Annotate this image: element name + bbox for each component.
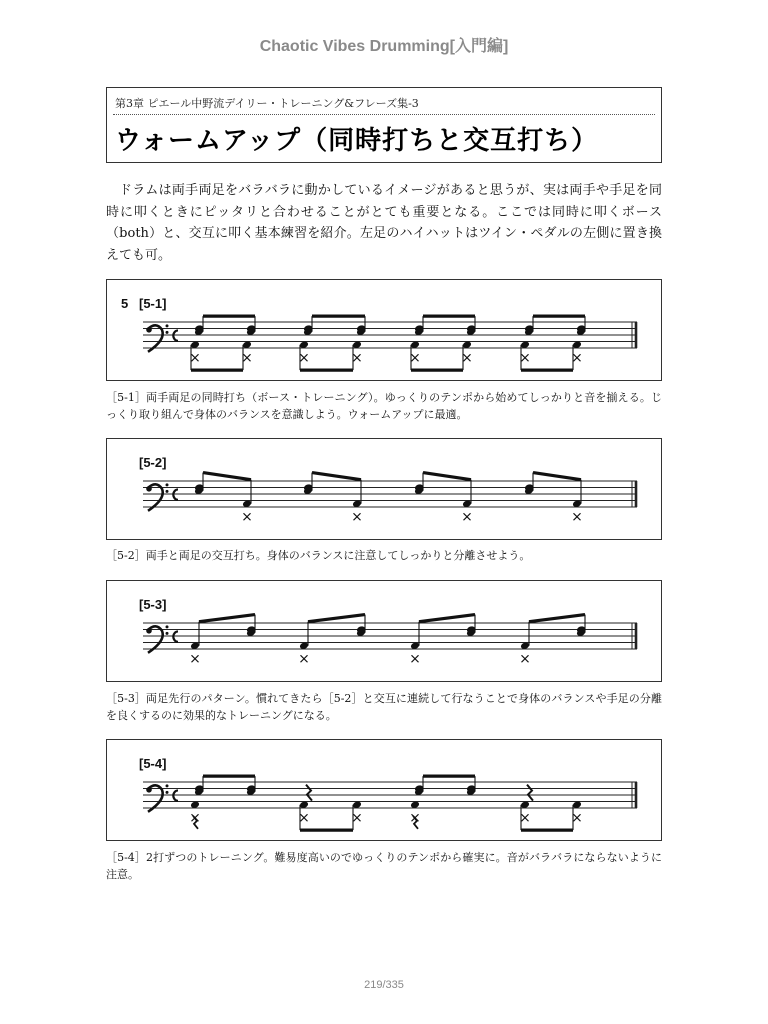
caption-5-2: ［5-2］両手と両足の交互打ち。身体のバランスに注意してしっかりと分離させよう。	[106, 549, 531, 562]
score-5-3-notation	[107, 581, 663, 683]
bass-clef-dot	[166, 784, 169, 787]
page-number: 219/335	[364, 979, 404, 991]
common-time-icon	[173, 330, 178, 340]
bass-clef-dot	[146, 628, 152, 634]
score-5-1-notation	[107, 280, 663, 382]
notes-group	[190, 776, 582, 830]
quarter-rest-icon	[306, 785, 312, 801]
note-beam	[419, 615, 475, 622]
bass-clef-dot	[166, 331, 169, 334]
note-beam	[312, 473, 361, 480]
chapter-header-box	[106, 87, 662, 163]
score-5-2-notation	[107, 439, 663, 541]
notes-group	[190, 615, 586, 663]
bass-clef-dot	[166, 483, 169, 486]
bass-clef-dot	[166, 632, 169, 635]
caption-5-4: ［5-4］2打ずつのトレーニング。難易度高いのでゆっくりのテンポから確実に。音がバラバラにならないように注意。	[106, 851, 662, 881]
bass-clef-dot	[166, 791, 169, 794]
example-label: [5-4]	[139, 756, 167, 771]
note-beam	[199, 615, 255, 622]
chapter-label: 第3章 ピエール中野流デイリー・トレーニング&フレーズ集-3	[115, 97, 419, 110]
score-example-5-2	[106, 438, 662, 540]
notes-group	[190, 316, 586, 370]
example-label: [5-2]	[139, 455, 167, 470]
staff-lines	[143, 782, 637, 812]
common-time-icon	[173, 631, 178, 641]
staff-lines	[143, 623, 637, 653]
note-beam	[423, 473, 471, 480]
bass-clef-dot	[166, 625, 169, 628]
staff-lines	[143, 322, 637, 352]
note-beam	[308, 615, 365, 622]
notes-group	[194, 473, 582, 521]
quarter-rest-icon	[413, 816, 418, 829]
bass-clef-dot	[146, 327, 152, 333]
note-beam	[203, 473, 251, 480]
app-title: Chaotic Vibes Drumming[入門編]	[259, 38, 509, 55]
caption-5-1: ［5-1］両手両足の同時打ち（ボース・トレーニング）。ゆっくりのテンポから始めてしっかりと音を揃える。じっくり取り組んで身体のバランスを意識しよう。ウォームアップに最適。	[106, 391, 662, 421]
example-label: [5-1]	[139, 296, 167, 311]
chapter-divider	[113, 114, 655, 115]
score-5-4-notation	[107, 740, 663, 842]
bass-clef-dot	[146, 787, 152, 793]
note-beam	[533, 473, 581, 480]
bass-clef-dot	[146, 486, 152, 492]
example-label: [5-3]	[139, 597, 167, 612]
example-number: 5	[121, 296, 129, 311]
chapter-heading: ウォームアップ（同時打ちと交互打ち）	[115, 126, 599, 156]
common-time-icon	[173, 790, 178, 800]
bass-clef-dot	[166, 490, 169, 493]
caption-5-3: ［5-3］両足先行のパターン。慣れてきたら［5-2］と交互に連続して行なうことで身体のバランスや手足の分離を良くするのに効果的なトレーニングになる。	[106, 692, 662, 722]
score-example-5-4	[106, 739, 662, 841]
score-example-5-1	[106, 279, 662, 381]
note-beam	[529, 615, 585, 622]
score-example-5-3	[106, 580, 662, 682]
bass-clef-dot	[166, 324, 169, 327]
quarter-rest-icon	[193, 816, 198, 829]
intro-paragraph: ドラムは両手両足をバラバラに動かしているイメージがあると思うが、実は両手や手足を同時に叩くときにピッタリと合わせることがとても重要となる。ここでは同時に叩くボース（both）と、交互に叩く基本練習を紹介。左足のハイハットはツイン・ペダルの左側に置き換えても可。	[106, 183, 662, 263]
common-time-icon	[173, 489, 178, 499]
staff-lines	[143, 481, 637, 511]
quarter-rest-icon	[527, 785, 533, 801]
